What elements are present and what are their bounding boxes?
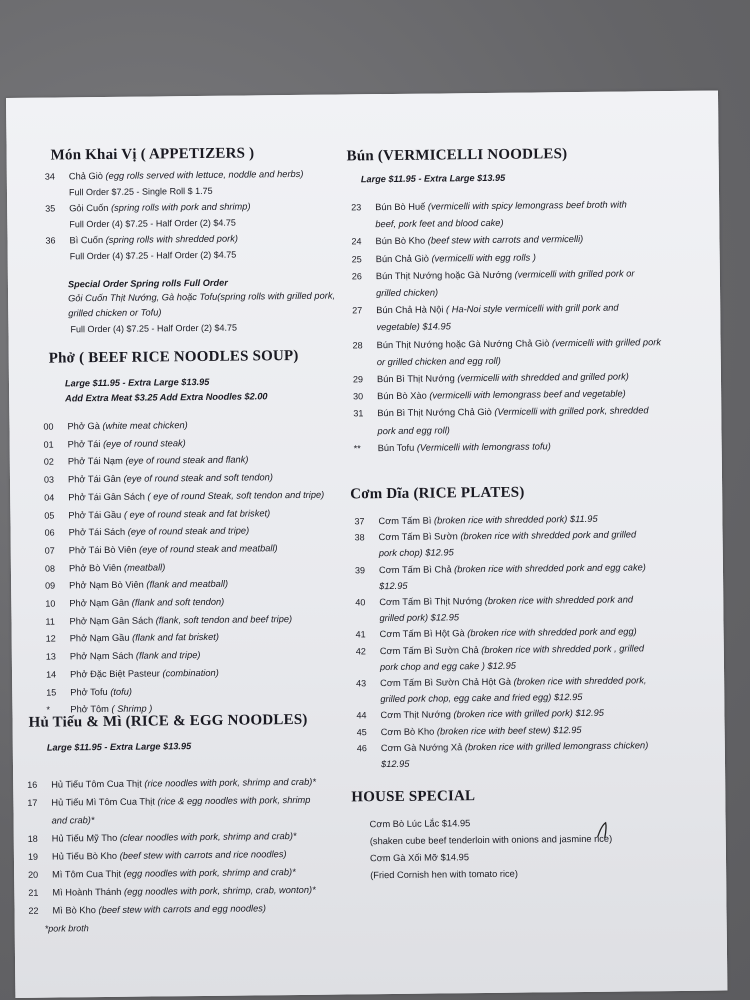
item-desc: grilled chicken) [376,287,439,299]
menu-item [357,738,649,757]
item-desc: (egg noodles with pork, shrimp, crab, wonton)* [123,884,316,897]
item-name: Cơm Gà Nướng Xả [380,742,463,753]
item-desc: (vermicelli with egg rolls ) [431,252,536,264]
handwritten-check-mark [596,821,610,841]
item-number: 35 [45,203,56,214]
item-number: 44 [356,710,367,721]
item-desc: (vermicelli with grilled pork or [514,268,635,280]
item-name: Bún Bì Thịt Nướng [376,373,455,385]
item-number: 38 [354,532,365,543]
item-desc: pork chop and egg cake ) $12.95 [379,660,516,672]
pho-extra: Add Extra Meat $3.25 Add Extra Noodles $2.00 [65,391,268,404]
menu-item [355,592,633,610]
menu-item [46,666,219,683]
menu-item [352,266,635,284]
item-number: 15 [46,687,57,698]
item-desc: (clear noodles with pork, shrimp and crab)* [119,830,297,843]
item-desc: $12.95 [380,758,410,770]
item-number: 36 [45,235,56,246]
item-desc-continued [379,579,408,595]
item-desc: (broken rice with shredded pork and egg) [467,626,637,639]
item-name: Phở Nạm Gân [69,597,130,609]
menu-item [44,470,273,488]
item-number: 21 [28,887,39,898]
item-desc-continued [380,658,516,675]
item-desc: (eye of round steak and flank) [125,454,249,467]
item-name: Phở Bò Viên [68,562,122,573]
menu-item [356,706,604,724]
house-item-desc: (Fried Cornish hen with tomato rice) [370,868,518,881]
item-number: 08 [44,563,55,574]
item-desc: (egg noodles with pork, shrimp and crab)* [123,867,296,879]
item-desc: or grilled chicken and egg roll) [376,355,501,367]
item-number: 34 [44,171,55,182]
special-order-text: Gỏi Cuốn Thịt Nướng, Gà hoặc Tofu(spring rolls with grilled pork, [68,290,336,304]
item-desc: (flank and fat brisket) [132,632,219,644]
menu-item [46,684,132,700]
item-desc: (vermicelli with lemongrass beef and vegetable) [429,388,626,401]
item-desc: (white meat chicken) [102,420,188,432]
item-number: 05 [44,510,55,521]
item-desc-continued [376,320,451,336]
item-number: 14 [45,669,57,680]
item-name: Bún Tofu [377,442,415,453]
item-number: 37 [354,516,365,527]
item-number: 03 [43,474,55,485]
item-desc-continued [375,216,503,233]
item-desc: pork and egg roll) [377,424,450,436]
item-number: * [46,704,50,715]
item-desc: ( Shrimp ) [111,703,153,715]
pho-price: Large $11.95 - Extra Large $13.95 [64,376,210,389]
menu-item [356,673,646,692]
menu-item [357,723,582,741]
menu-item [45,167,304,185]
item-desc-continued [377,354,501,371]
bun-price: Large $11.95 - Extra Large $13.95 [360,172,506,185]
item-name: Phở Tái Nạm [67,456,123,467]
menu-item [45,612,292,630]
item-number: 46 [356,743,367,754]
menu-item [46,648,201,665]
menu-item [351,232,583,250]
item-number: 25 [351,253,362,264]
item-name: Cơm Bò Kho [380,726,435,737]
item-number: 07 [44,545,55,556]
item-number: 04 [44,492,55,503]
item-name: Bì Cuốn [69,234,104,246]
item-desc: (eye of round steak and tripe) [127,525,250,537]
bun-title: Bún (VERMICELLI NOODLES) [346,146,568,165]
item-name: Cơm Tấm Bì Chả [378,563,452,575]
item-desc-continued [380,690,582,708]
special-order-price: Full Order (4) $7.25 - Half Order (2) $4.75 [70,322,238,335]
item-desc: (combination) [162,667,219,679]
item-number: 13 [45,651,56,662]
item-name: Cơm Tấm Bì Sườn Chả [379,644,479,656]
right-column [346,91,706,881]
menu-item [354,512,597,530]
item-name: Phở Nạm Sách [69,650,134,662]
item-name: Phở Nạm Gầu [69,633,130,644]
menu-item [28,865,296,883]
item-desc: and crab)* [51,815,95,826]
menu-item [351,198,627,216]
item-name: Phở Đặc Biệt Pasteur [69,668,160,680]
item-desc: (rice & egg noodles with pork, shrimp [157,794,311,807]
left-column [26,94,356,934]
item-number: 06 [44,527,55,538]
hu-tieu-price: Large $11.95 - Extra Large $13.95 [46,741,192,753]
item-desc: (broken rice with shredded pork, [513,675,647,687]
item-desc: (flank and soft tendon) [131,596,225,608]
item-name: Phở Nạm Gân Sách [69,615,154,627]
item-number: 41 [355,629,366,640]
item-name: Phở Tái [67,438,101,450]
item-desc: (egg rolls served with lettuce, noddle and herbs) [105,168,304,181]
menu-item [46,630,219,647]
item-name: Hủ Tiếu Mì Tôm Cua Thịt [51,796,155,808]
item-number: 02 [43,456,54,468]
item-name: Chả Giò [68,170,103,182]
item-desc-continued [376,285,438,301]
item-number: 12 [45,633,56,645]
item-name: Bún Chả Hà Nội [376,304,444,316]
item-name: Cơm Tấm Bì Hột Gà [379,628,465,640]
item-desc: (vermicelli with spicy lemongrass beef broth with [427,199,627,212]
item-name: Cơm Tấm Bì [378,515,432,527]
item-name: Cơm Thịt Nướng [380,709,451,721]
item-desc-continued [379,610,459,626]
item-number: 10 [45,598,56,609]
item-price: Full Order $7.25 - Single Roll $ 1.75 [68,185,213,198]
special-order-text: grilled chicken or Tofu) [68,307,162,319]
item-desc: ( eye of round Steak, soft tendon and tripe) [147,489,325,502]
item-name: Bún Bò Kho [375,236,426,247]
pork-broth-note: *pork broth [44,923,89,934]
item-number: 43 [356,678,367,689]
item-desc: (meatball) [123,561,166,573]
item-name: Hủ Tiếu Mỹ Tho [51,832,118,844]
item-desc: (beef stew with carrots and vermicelli) [427,234,584,246]
item-desc: (rice noodles with pork, shrimp and crab)* [144,776,316,789]
item-desc: (vermicelli with shredded and grilled pork) [457,371,629,384]
item-desc: beef, pork feet and blood cake) [375,217,504,230]
house-item-name: Cơm Bò Lúc Lắc $14.95 [369,818,471,830]
menu-item [356,641,644,660]
house-item-desc: (shaken cube beef tenderloin with onions and jasmine rice) [369,833,613,847]
menu-item [352,250,536,267]
item-desc: (beef stew with carrots and rice noodles) [119,849,287,861]
item-desc: ( Ha-Noi style vermicelli with grill pork and [445,302,619,315]
item-number: 00 [43,421,54,432]
item-name: Phở Nạm Bò Viên [69,579,144,591]
item-number: 28 [352,339,363,350]
special-order-title: Special Order Spring rolls Full Order [67,277,228,290]
item-desc-continued [381,757,410,773]
menu-item [44,524,249,542]
item-desc: (tofu) [110,686,133,697]
item-desc: (beef stew with carrots and egg noodles) [98,903,267,916]
item-desc-continued [51,813,94,829]
item-desc: (Vermicelli with grilled pork, shredded [494,405,649,418]
item-desc: (flank and tripe) [135,650,201,661]
item-number: 29 [352,374,364,385]
item-name: Bún Bò Xào [377,390,427,402]
item-number: 19 [27,851,39,862]
item-desc: (broken rice with shredded pork , grilled [481,642,645,655]
item-number: 17 [27,797,38,808]
pho-title: Phở ( BEEF RICE NOODLES SOUP) [48,347,299,367]
item-desc: grilled pork chop, egg cake and fried egg) $12.95 [380,692,583,705]
menu-item [27,793,310,811]
item-desc: pork chop) $12.95 [378,547,454,559]
menu-item [43,418,187,435]
menu-item [353,369,629,387]
item-number: 22 [28,905,39,916]
item-name: Mì Hoành Thánh [52,886,122,898]
item-desc: (broken rice with shredded pork and grilled [460,529,637,542]
item-name: Bún Thịt Nướng hoặc Gà Nướng Chả Giò [376,337,550,350]
item-desc: (broken rice with shredded pork) $11.95 [433,513,598,526]
item-name: Phở Tái Gầu [68,509,122,520]
item-price: Full Order (4) $7.25 - Half Order (2) $4.75 [69,249,237,262]
item-desc: (vermicelli with grilled pork [551,336,662,348]
item-desc: $12.95 [379,580,408,591]
item-number: ** [353,443,361,454]
menu-item [45,232,238,250]
menu-item [44,453,249,471]
menu-item [353,335,662,354]
item-name: Phở Tôm [70,704,109,715]
menu-item [45,595,224,612]
item-desc: vegetable) $14.95 [376,321,451,333]
item-name: Phở Tái Gân Sách [68,491,145,503]
item-price: Full Order (4) $7.25 - Half Order (2) $4.75 [69,217,236,230]
menu-item [44,436,186,453]
item-number: 45 [356,726,367,737]
menu-item [45,199,251,217]
item-name: Phở Tofu [70,686,108,697]
menu-item [45,577,228,594]
item-name: Mì Tôm Cua Thịt [52,868,122,880]
menu-item [28,829,297,847]
item-desc: grilled pork) $12.95 [379,612,460,624]
special-order-line [68,305,161,321]
menu-item [45,541,278,559]
item-name: Gỏi Cuốn [69,202,109,214]
item-desc: (broken rice with grilled pork) $12.95 [453,708,604,720]
menu-item [28,883,316,902]
item-name: Phở Tái Bò Viên [68,544,137,556]
hu-tieu-title: Hủ Tiếu & Mì (RICE & EGG NOODLES) [28,711,308,731]
menu-item [355,528,637,546]
menu-item [352,301,618,319]
menu-item [28,901,266,919]
item-name: Phở Tái Sách [68,526,126,538]
item-desc: (flank and meatball) [146,578,229,590]
menu-item [355,560,646,579]
item-number: 30 [353,391,364,402]
item-number: 24 [351,236,362,247]
item-desc: (eye of round steak) [102,437,186,449]
special-order-line [68,289,335,307]
item-name: Phở Gà [67,421,100,432]
item-name: Bún Thịt Nướng hoặc Gà Nướng [375,269,513,281]
item-desc: (broken rice with beef stew) $12.95 [436,724,582,737]
item-number: 42 [355,645,366,656]
item-desc: (eye of round steak and meatball) [139,543,278,555]
item-number: 27 [352,305,363,316]
item-desc: (eye of round steak and soft tendon) [123,472,273,484]
item-desc: (Vermicelli with lemongrass tofu) [416,441,551,453]
item-name: Bún Bò Huế [375,201,426,213]
menu-item [27,775,316,794]
item-name: Hủ Tiếu Bò Kho [51,850,118,862]
item-name: Bún Chả Giò [375,253,429,264]
item-name: Bún Bì Thịt Nướng Chả Giò [377,407,492,419]
item-desc-continued [377,423,450,439]
item-name: Hủ Tiếu Tôm Cua Thịt [51,778,142,790]
item-desc: (broken rice with shredded pork and egg cake) [454,561,646,574]
menu-item [45,560,166,577]
menu-item [44,487,324,505]
item-desc: ( eye of round steak and fat brisket) [123,507,271,520]
item-number: 20 [28,869,39,880]
house-item-name: Cơm Gà Xối Mỡ $14.95 [369,852,470,864]
menu-item [353,404,648,423]
item-number: 11 [45,616,55,627]
menu-item [354,439,551,457]
com-title: Cơm Dĩa (RICE PLATES) [350,484,525,503]
item-number: 09 [45,580,56,591]
item-desc: (broken rice with grilled lemongrass chicken) [464,740,649,753]
item-desc: (spring rolls with shredded pork) [105,233,239,245]
item-desc: (spring rolls with pork and shrimp) [110,201,251,213]
item-desc-continued [379,546,454,562]
item-number: 23 [351,202,362,213]
item-name: Cơm Tấm Bì Sườn [378,531,458,543]
item-name: Phở Tái Gân [67,473,122,485]
item-number: 01 [43,439,54,450]
item-number: 16 [27,779,38,790]
item-desc: (broken rice with shredded pork and [484,594,634,607]
menu-item [353,387,626,405]
item-number: 40 [355,597,366,608]
appetizers-title: Món Khai Vị ( APPETIZERS ) [50,145,255,164]
item-name: Cơm Tấm Bì Sườn Chả Hột Gà [380,676,512,689]
item-desc: (flank, soft tendon and beef tripe) [155,613,293,626]
menu-item [28,847,287,865]
item-number: 39 [354,564,366,575]
menu-sheet [6,91,727,998]
item-name: Cơm Tấm Bì Thịt Nướng [379,596,483,608]
house-special-title: HOUSE SPECIAL [351,788,476,806]
item-name: Mì Bò Kho [52,905,96,916]
item-number: 18 [27,833,38,844]
item-number: 26 [351,271,362,282]
item-number: 31 [353,408,364,419]
menu-item [44,506,270,524]
